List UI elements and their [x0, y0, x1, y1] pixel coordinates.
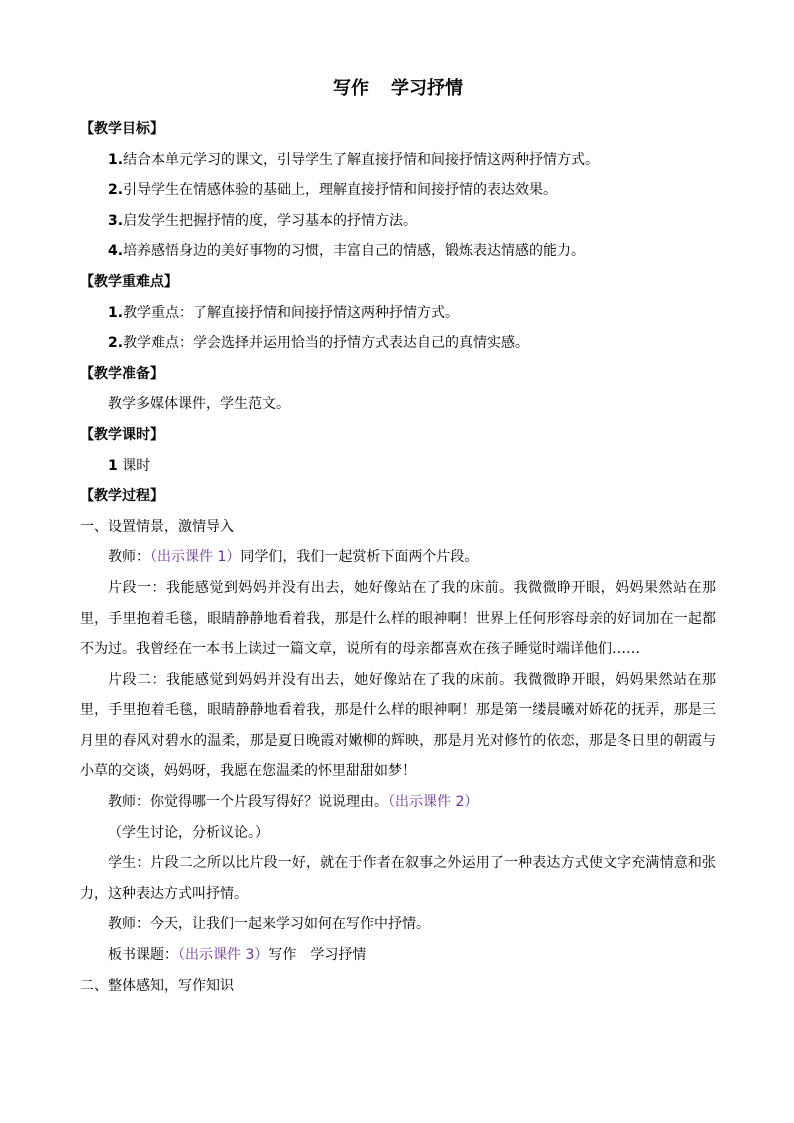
- student-paragraph: 学生：片段二之所以比片段一好，就在于作者在叙事之外运用了一种表达方式使文字充满情意和张力，这种表达方式叫抒情。: [80, 855, 716, 902]
- board-line: 板书课题：（出示课件 3）写作 学习抒情: [108, 947, 367, 964]
- goals-heading: 【教学目标】: [80, 121, 164, 137]
- goal-item-1: 1.结合本单元学习的课文，引导学生了解直接抒情和间接抒情这两种抒情方式。: [108, 151, 600, 168]
- teacher-line-2: 教师：你觉得哪一个片段写得好？说说理由。（出示课件 2）: [108, 794, 479, 811]
- prep-heading: 【教学准备】: [80, 365, 164, 382]
- teacher-line-1: 教师：（出示课件 1）同学们，我们一起赏析下面两个片段。: [108, 549, 479, 566]
- goal-item-2: 2.引导学生在情感体验的基础上，理解直接抒情和间接抒情的表达效果。: [108, 182, 558, 199]
- step2-heading: 二、整体感知，写作知识: [80, 977, 234, 994]
- process-heading: 【教学过程】: [80, 488, 164, 505]
- fragment-2: 片段二：我能感觉到妈妈并没有出去，她好像站在了我的床前。我微微睁开眼，妈妈果然站在那里，手里抱着毛毯，眼睛静静地看着我，那是什么样的眼神啊！那是第一缕晨曦对娇花的抚弄，那是三月里的春风对碧水的温柔，那是夏日晚霞对嫩柳的辉映，那是月光对修竹的依恋，那是冬日里的朝霞与小草的交谈，妈妈呀，我愿在您温柔的怀里甜甜如梦！: [80, 671, 716, 780]
- key-item-1: 1.教学重点：了解直接抒情和间接抒情这两种抒情方式。: [108, 304, 460, 321]
- courseware-link-1: （出示课件 1）: [150, 549, 241, 566]
- key-item-2: 2.教学难点：学会选择并运用恰当的抒情方式表达自己的真情实感。: [108, 335, 530, 352]
- teacher-line-3: 教师：今天，让我们一起来学习如何在写作中抒情。: [108, 916, 430, 933]
- courseware-link-2: （出示课件 2）: [388, 794, 479, 811]
- fragment-1: 片段一：我能感觉到妈妈并没有出去，她好像站在了我的床前。我微微睁开眼，妈妈果然站在那里，手里抱着毛毯，眼睛静静地看着我，那是什么样的眼神啊！世界上任何形容母亲的好词加在一起都不为过。我曾经在一本书上读过一篇文章，说所有的母亲都喜欢在孩子睡觉时端详他们……: [80, 579, 716, 658]
- time-heading: 【教学课时】: [80, 426, 164, 443]
- step1-heading: 一、设置情景，激情导入: [80, 518, 234, 535]
- title-part1: 写作: [333, 78, 369, 99]
- prep-text: 教学多媒体课件，学生范文。: [108, 396, 290, 413]
- goal-item-3: 3.启发学生把握抒情的度，学习基本的抒情方法。: [108, 212, 418, 229]
- page-title: [80, 78, 716, 100]
- discussion-line: （学生讨论，分析议论。）: [108, 824, 269, 841]
- courseware-link-3: （出示课件 3）: [178, 947, 269, 964]
- goal-item-4: 4.培养感悟身边的美好事物的习惯，丰富自己的情感，锻炼表达情感的能力。: [108, 243, 586, 260]
- key-heading: 【教学重难点】: [80, 273, 178, 290]
- time-text: 1 课时: [108, 457, 151, 474]
- title-part2: 学习抒情: [391, 78, 463, 99]
